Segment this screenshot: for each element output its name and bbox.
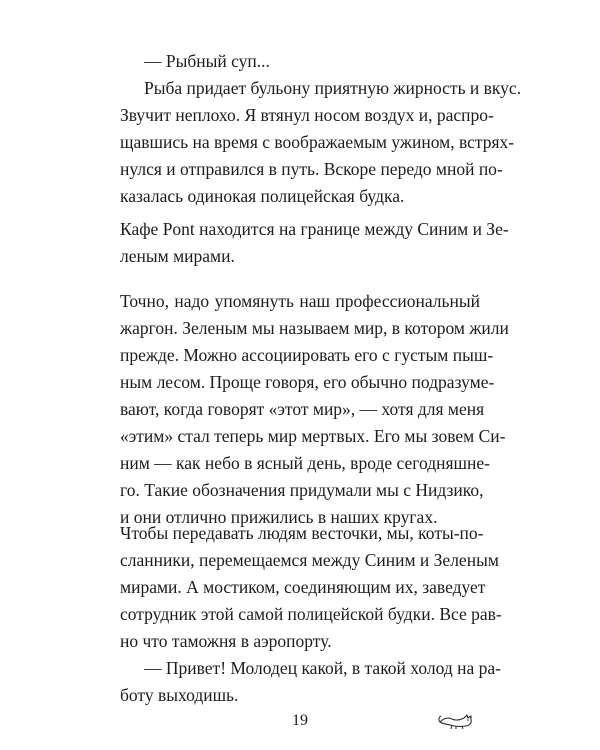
text-line: ним — как небо в ясный день, вроде сегодняшне- — [120, 453, 490, 473]
text-line: нулся и отправился в путь. Вскоре передо мной по- — [120, 159, 503, 179]
text-line: Чтобы передавать людям весточки, мы, коты-по- — [120, 523, 484, 543]
text-line: Рыба придает бульону приятную жирность и вкус. — [144, 78, 522, 98]
page-number: 19 — [292, 712, 308, 729]
text-line: щавшись на время с воображаемым ужином, встрях- — [120, 132, 515, 152]
text-line: леным мирами. — [120, 246, 235, 266]
text-line: го. Такие обозначения придумали мы с Нидзико, — [120, 480, 484, 500]
text-line: «этим» стал теперь мир мертвых. Его мы зовем Си- — [120, 426, 506, 446]
paragraph-dialogue-fish-soup — [120, 48, 480, 75]
text-line: Звучит неплохо. Я втянул носом воздух и, распро- — [120, 105, 494, 125]
text-line: и они отлично прижились в наших кругах. — [120, 507, 438, 527]
text-line: вают, когда говорят «этот мир», — хотя для меня — [120, 399, 485, 419]
text-line: казалась одинокая полицейская будка. — [120, 186, 405, 206]
text-line: — Привет! Молодец какой, в такой холод на ра- — [144, 658, 502, 678]
text-line: — Рыбный суп... — [144, 51, 270, 71]
text-line: сотрудник этой самой полицейской будки. Все рав- — [120, 604, 502, 624]
paragraph-messenger-cats — [120, 520, 502, 655]
paragraph-cafe-pont — [120, 216, 509, 270]
text-line: сланники, перемещаемся между Синим и Зеленым — [120, 550, 499, 570]
text-line: Точно, надо упомянуть наш профессиональный — [120, 291, 480, 311]
text-line: мирами. А мостиком, соединяющим их, заведует — [120, 577, 486, 597]
paragraph-dialogue-greeting — [120, 655, 502, 709]
text-line: ным лесом. Проще говоря, его обычно подразуме- — [120, 372, 495, 392]
cat-doodle-icon — [438, 706, 478, 732]
text-line: прежде. Можно ассоциировать его с густым пыш- — [120, 345, 494, 365]
text-line: жаргон. Зеленым мы называем мир, в котором жили — [120, 318, 509, 338]
paragraph-jargon — [120, 288, 509, 531]
text-line: Кафе Pont находится на границе между Синим и Зе- — [120, 219, 509, 239]
text-line: боту выходишь. — [120, 685, 239, 705]
text-line: но что таможня в аэропорту. — [120, 631, 332, 651]
paragraph-fish-broth — [120, 75, 522, 210]
